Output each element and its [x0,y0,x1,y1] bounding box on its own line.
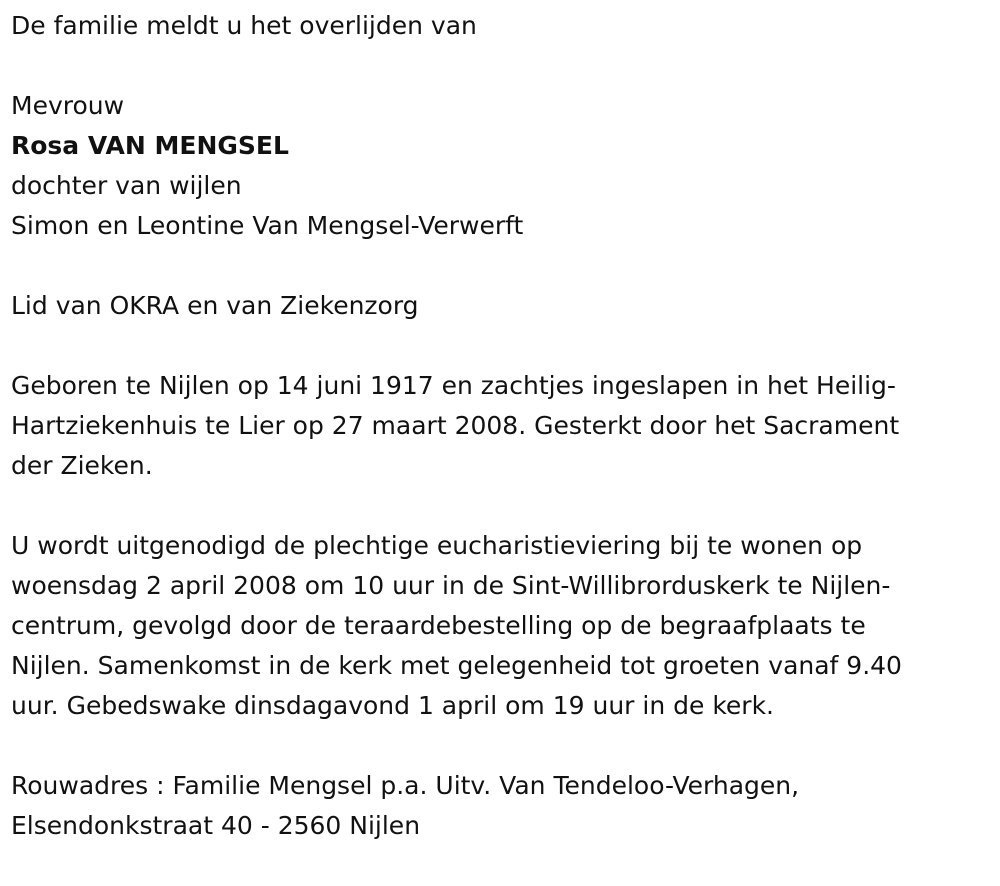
obituary-document [11,6,986,846]
ceremony-line: uur. Gebedswake dinsdagavond 1 april om 19 uur in de kerk. [11,691,774,720]
spacer [11,726,986,766]
birth-line: Geboren te Nijlen op 14 juni 1917 en zachtjes ingeslapen in het Heilig- [11,371,896,400]
deceased-name: Rosa VAN MENGSEL [11,131,289,160]
parents-line: Simon en Leontine Van Mengsel-Verwerft [11,211,524,240]
relation-line: dochter van wijlen [11,171,242,200]
ceremony-line: woensdag 2 april 2008 om 10 uur in de Sint-Willibrorduskerk te Nijlen- [11,571,891,600]
salutation: Mevrouw [11,91,125,120]
birth-line: der Zieken. [11,451,153,480]
ceremony-paragraph [11,526,986,726]
ceremony-line: U wordt uitgenodigd de plechtige eucharistieviering bij te wonen op [11,531,863,560]
ceremony-line: Nijlen. Samenkomst in de kerk met gelegenheid tot groeten vanaf 9.40 [11,651,902,680]
spacer [11,486,986,526]
membership-line: Lid van OKRA en van Ziekenzorg [11,291,419,320]
spacer [11,46,986,86]
ceremony-line: centrum, gevolgd door de teraardebestelling op de begraafplaats te [11,611,866,640]
address-line: Elsendonkstraat 40 - 2560 Nijlen [11,811,421,840]
address-paragraph [11,766,986,846]
birth-line: Hartziekenhuis te Lier op 27 maart 2008. Gesterkt door het Sacrament [11,411,900,440]
spacer [11,246,986,286]
intro-line: De familie meldt u het overlijden van [11,11,477,40]
spacer [11,326,986,366]
address-line: Rouwadres : Familie Mengsel p.a. Uitv. Van Tendeloo-Verhagen, [11,771,800,800]
birth-paragraph [11,366,986,486]
